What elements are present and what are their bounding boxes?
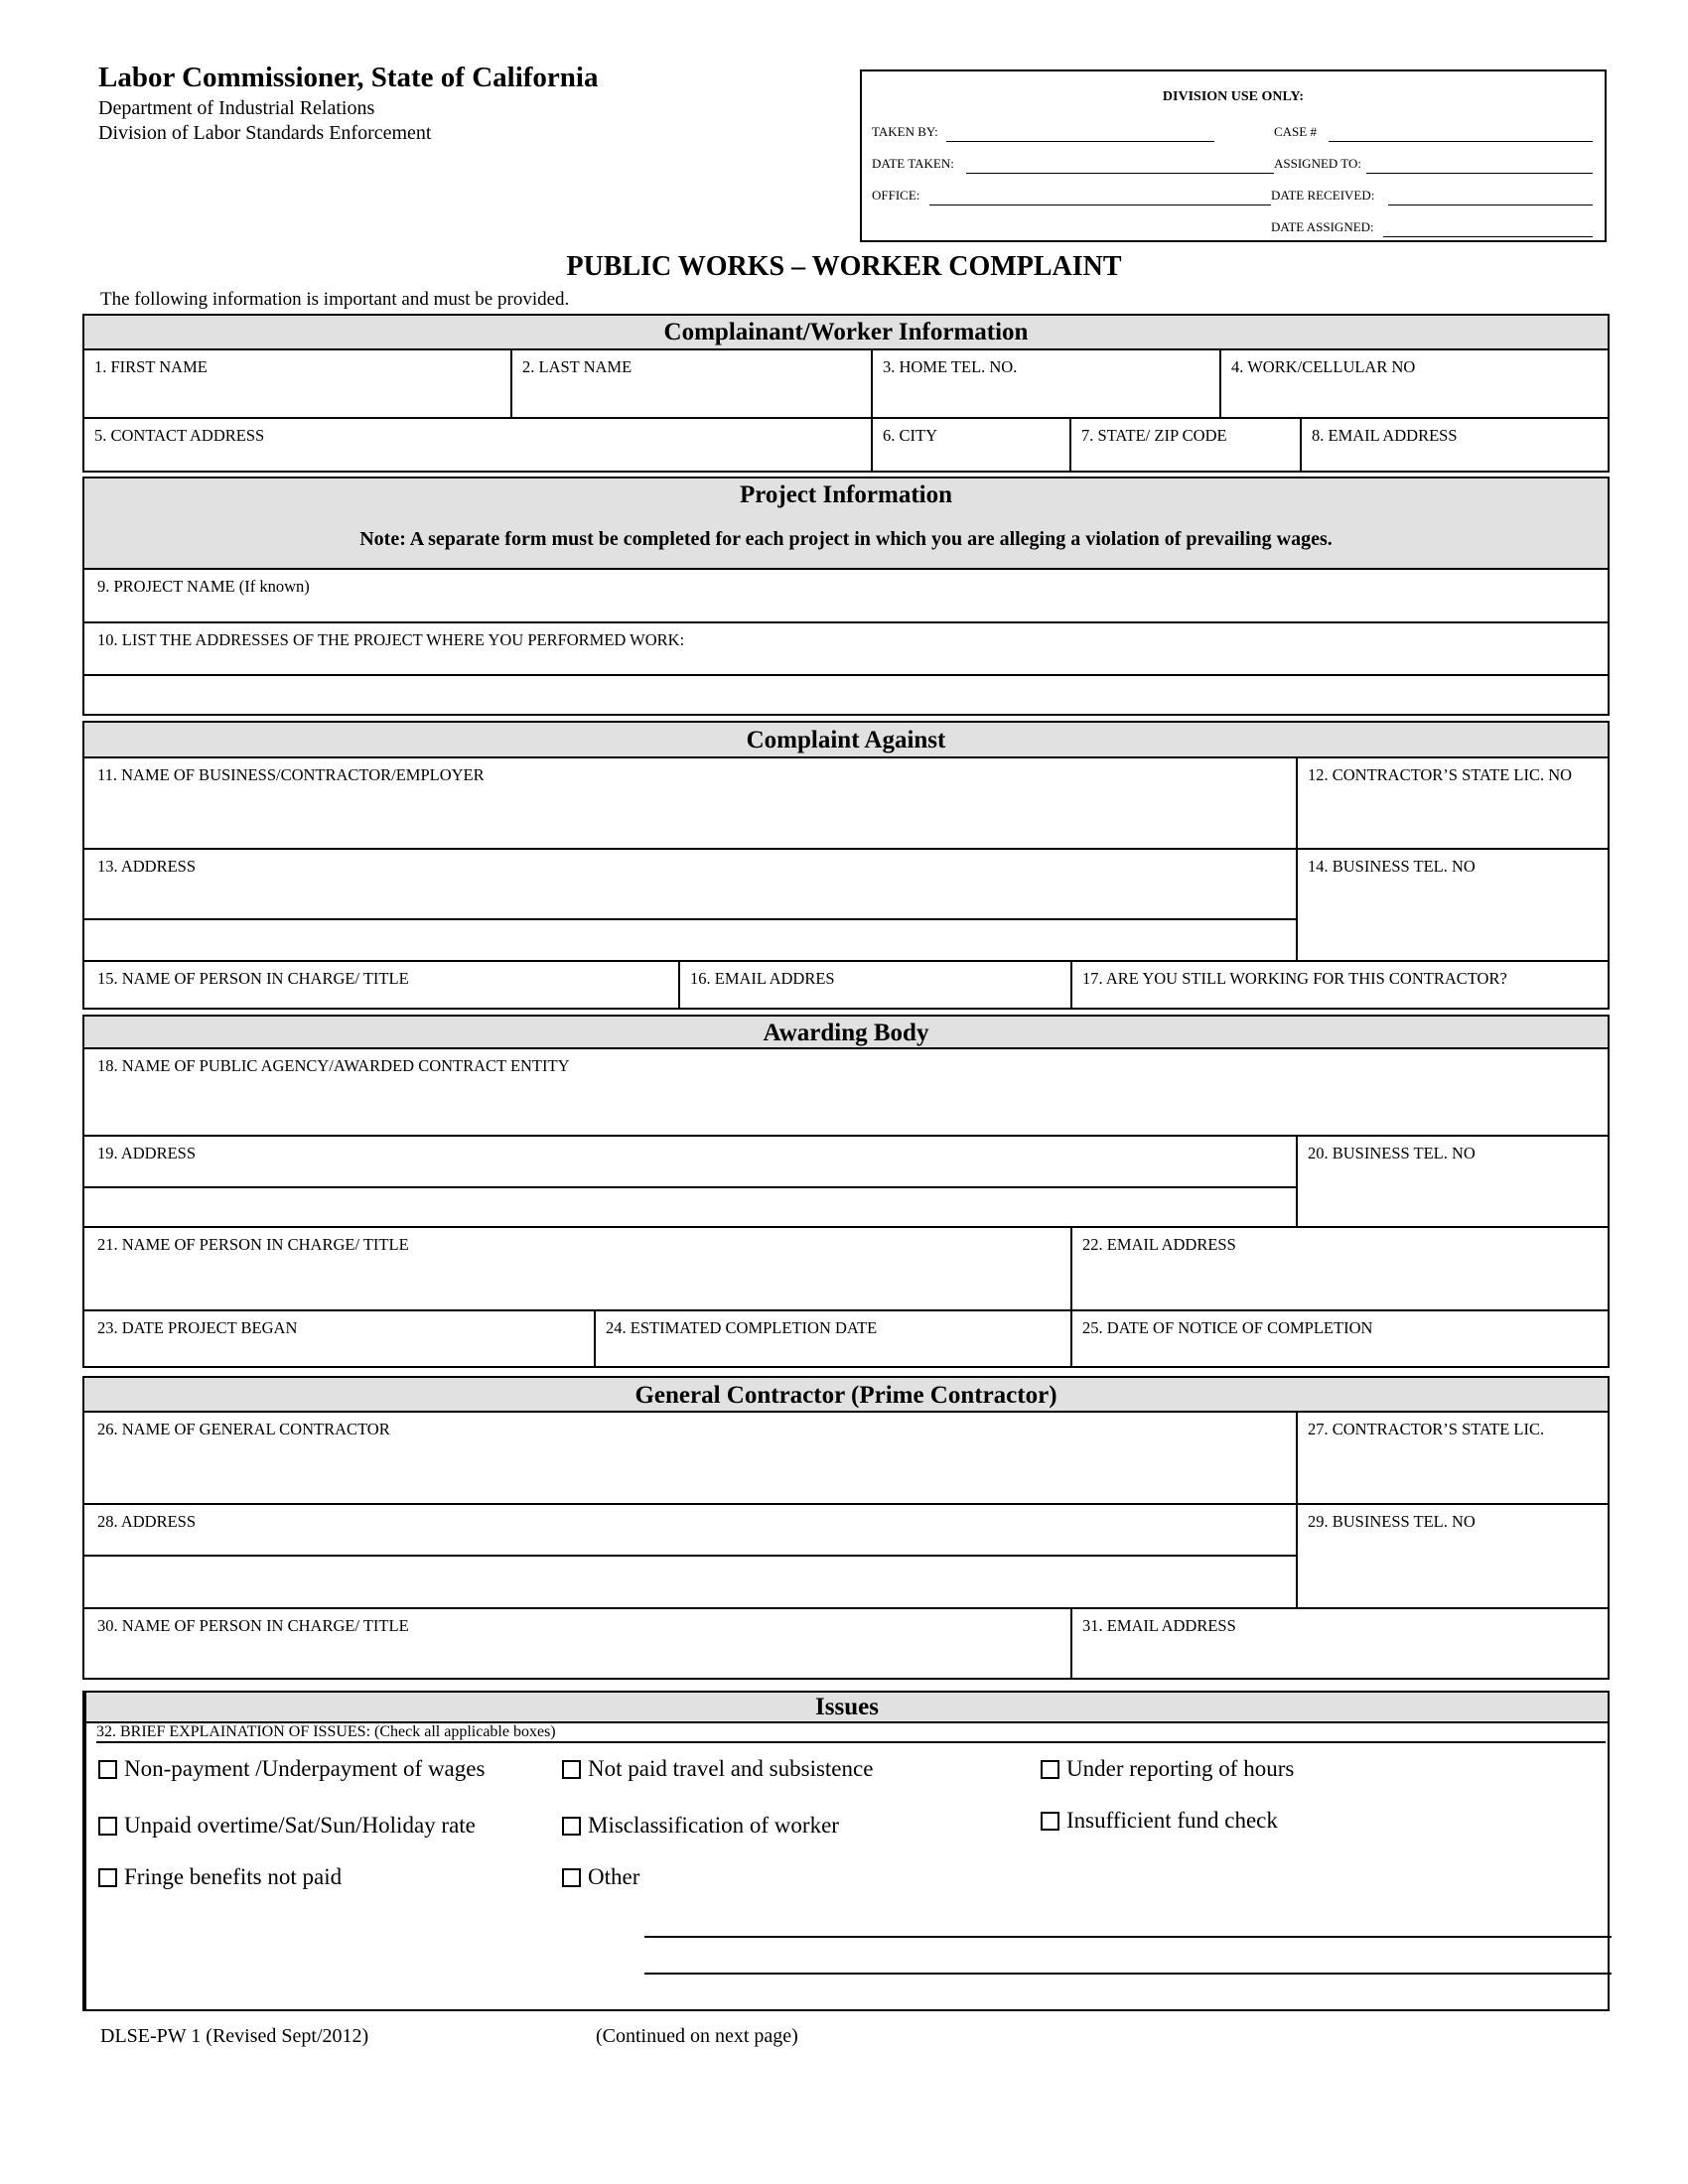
- other-explanation-line-2[interactable]: [644, 1973, 1612, 1975]
- last-name-field[interactable]: 2. LAST NAME: [522, 357, 633, 376]
- city-field[interactable]: 6. CITY: [883, 426, 937, 445]
- issues-heading: Issues: [86, 1693, 1608, 1723]
- issue-other-checkbox[interactable]: [562, 1864, 639, 1890]
- notice-of-completion-field[interactable]: 25. DATE OF NOTICE OF COMPLETION: [1082, 1318, 1373, 1337]
- issue-unpaid-overtime-label: Unpaid overtime/Sat/Sun/Holiday rate: [124, 1813, 476, 1838]
- checkbox-box[interactable]: [562, 1868, 581, 1887]
- form-id: DLSE-PW 1 (Revised Sept/2012): [100, 2025, 369, 2047]
- checkbox-box[interactable]: [98, 1817, 117, 1836]
- complainant-section: [82, 314, 1610, 473]
- contractor-email-field[interactable]: 16. EMAIL ADDRES: [690, 969, 835, 988]
- issue-nonpayment-checkbox[interactable]: [98, 1756, 485, 1782]
- checkbox-box[interactable]: [1041, 1760, 1059, 1779]
- awarding-body-section: [82, 1015, 1610, 1368]
- form-title: PUBLIC WORKS – WORKER COMPLAINT: [566, 251, 1122, 282]
- issues-explanation-label: 32. BRIEF EXPLAINATION OF ISSUES: (Check all applicable boxes): [96, 1723, 1606, 1743]
- state-zip-field[interactable]: 7. STATE/ ZIP CODE: [1081, 426, 1227, 445]
- business-tel-field[interactable]: 14. BUSINESS TEL. NO: [1308, 857, 1476, 876]
- intro-text: The following information is important and must be provided.: [100, 289, 570, 310]
- general-contractor-email-field[interactable]: 31. EMAIL ADDRESS: [1082, 1616, 1236, 1635]
- assigned-to-field[interactable]: [1366, 173, 1593, 174]
- agency-tel-field[interactable]: 20. BUSINESS TEL. NO: [1308, 1144, 1476, 1162]
- issue-travel-checkbox[interactable]: [562, 1756, 873, 1782]
- date-project-began-field[interactable]: 23. DATE PROJECT BEGAN: [97, 1318, 298, 1337]
- taken-by-field[interactable]: [946, 141, 1214, 142]
- issue-other-label: Other: [588, 1864, 640, 1889]
- project-note: Note: A separate form must be completed for each project in which you are alleging a violation of prevailing wages.: [359, 528, 1333, 550]
- general-contractor-address-field[interactable]: 28. ADDRESS: [97, 1512, 197, 1531]
- date-received-label: DATE RECEIVED:: [1271, 188, 1375, 203]
- general-contractor-tel-field[interactable]: 29. BUSINESS TEL. NO: [1308, 1512, 1476, 1531]
- complaint-against-heading: Complaint Against: [84, 723, 1608, 758]
- date-taken-label: DATE TAKEN:: [872, 156, 954, 171]
- awarding-body-heading: Awarding Body: [84, 1017, 1608, 1049]
- date-assigned-label: DATE ASSIGNED:: [1271, 219, 1374, 234]
- still-working-field[interactable]: 17. ARE YOU STILL WORKING FOR THIS CONTRACTOR?: [1082, 969, 1507, 988]
- checkbox-box[interactable]: [562, 1817, 581, 1836]
- project-heading-title: Project Information: [739, 481, 953, 508]
- checkbox-box[interactable]: [98, 1760, 117, 1779]
- contact-address-field[interactable]: 5. CONTACT ADDRESS: [94, 426, 265, 445]
- project-addresses-line-2[interactable]: [87, 676, 1607, 716]
- issue-misclassification-label: Misclassification of worker: [588, 1813, 839, 1838]
- contractor-lic-field[interactable]: 12. CONTRACTOR’S STATE LIC. NO: [1308, 765, 1573, 784]
- general-contractor-address-line-2[interactable]: [87, 1557, 1294, 1607]
- agency-title: Labor Commissioner, State of California: [98, 62, 599, 93]
- home-tel-field[interactable]: 3. HOME TEL. NO.: [883, 357, 1018, 376]
- issues-section: [82, 1691, 1610, 2011]
- checkbox-box[interactable]: [98, 1868, 117, 1887]
- checkbox-box[interactable]: [562, 1760, 581, 1779]
- continued-note: (Continued on next page): [596, 2025, 798, 2047]
- issue-nonpayment-label: Non-payment /Underpayment of wages: [124, 1756, 486, 1781]
- issue-travel-label: Not paid travel and subsistence: [588, 1756, 874, 1781]
- email-address-field[interactable]: 8. EMAIL ADDRESS: [1312, 426, 1458, 445]
- business-address-line-2[interactable]: [87, 920, 1294, 960]
- agency-address-field[interactable]: 19. ADDRESS: [97, 1144, 197, 1162]
- taken-by-label: TAKEN BY:: [872, 124, 938, 139]
- division-use-box: [860, 69, 1607, 242]
- first-name-field[interactable]: 1. FIRST NAME: [94, 357, 208, 376]
- public-agency-field[interactable]: 18. NAME OF PUBLIC AGENCY/AWARDED CONTRACT ENTITY: [97, 1056, 570, 1075]
- agency-person-in-charge-field[interactable]: 21. NAME OF PERSON IN CHARGE/ TITLE: [97, 1235, 409, 1254]
- work-cell-field[interactable]: 4. WORK/CELLULAR NO: [1231, 357, 1416, 376]
- project-section: [82, 477, 1610, 716]
- general-contractor-person-field[interactable]: 30. NAME OF PERSON IN CHARGE/ TITLE: [97, 1616, 409, 1635]
- issue-fringe-benefits-label: Fringe benefits not paid: [124, 1864, 343, 1889]
- general-contractor-lic-field[interactable]: 27. CONTRACTOR’S STATE LIC.: [1308, 1420, 1545, 1438]
- department-name: Department of Industrial Relations: [98, 97, 375, 119]
- general-contractor-name-field[interactable]: 26. NAME OF GENERAL CONTRACTOR: [97, 1420, 390, 1438]
- agency-email-field[interactable]: 22. EMAIL ADDRESS: [1082, 1235, 1236, 1254]
- person-in-charge-field[interactable]: 15. NAME OF PERSON IN CHARGE/ TITLE: [97, 969, 409, 988]
- case-number-label: CASE #: [1274, 124, 1317, 139]
- general-contractor-section: [82, 1376, 1610, 1680]
- other-explanation-line-1[interactable]: [644, 1936, 1612, 1938]
- assigned-to-label: ASSIGNED TO:: [1274, 156, 1362, 171]
- office-label: OFFICE:: [872, 188, 920, 203]
- project-addresses-field[interactable]: 10. LIST THE ADDRESSES OF THE PROJECT WHERE YOU PERFORMED WORK:: [97, 630, 685, 649]
- complaint-against-section: [82, 721, 1610, 1010]
- complainant-heading: Complainant/Worker Information: [84, 316, 1608, 350]
- issue-under-reporting-label: Under reporting of hours: [1066, 1756, 1295, 1781]
- issue-under-reporting-checkbox[interactable]: [1041, 1756, 1294, 1782]
- business-name-field[interactable]: 11. NAME OF BUSINESS/CONTRACTOR/EMPLOYER: [97, 765, 485, 784]
- project-heading: [84, 478, 1608, 570]
- case-number-field[interactable]: [1329, 141, 1593, 142]
- issue-insufficient-fund-label: Insufficient fund check: [1066, 1808, 1278, 1833]
- issue-insufficient-fund-checkbox[interactable]: [1041, 1808, 1278, 1834]
- division-name: Division of Labor Standards Enforcement: [98, 122, 432, 144]
- agency-address-line-2[interactable]: [87, 1188, 1294, 1226]
- business-address-field[interactable]: 13. ADDRESS: [97, 857, 197, 876]
- issue-fringe-benefits-checkbox[interactable]: [98, 1864, 342, 1890]
- general-contractor-heading: General Contractor (Prime Contractor): [84, 1378, 1608, 1413]
- date-assigned-field[interactable]: [1383, 236, 1593, 237]
- division-use-title: DIVISION USE ONLY:: [1162, 89, 1305, 104]
- issue-misclassification-checkbox[interactable]: [562, 1813, 839, 1839]
- project-name-field[interactable]: 9. PROJECT NAME (If known): [97, 577, 310, 596]
- estimated-completion-field[interactable]: 24. ESTIMATED COMPLETION DATE: [606, 1318, 878, 1337]
- checkbox-box[interactable]: [1041, 1812, 1059, 1831]
- issue-unpaid-overtime-checkbox[interactable]: [98, 1813, 476, 1839]
- date-taken-field[interactable]: [966, 173, 1274, 174]
